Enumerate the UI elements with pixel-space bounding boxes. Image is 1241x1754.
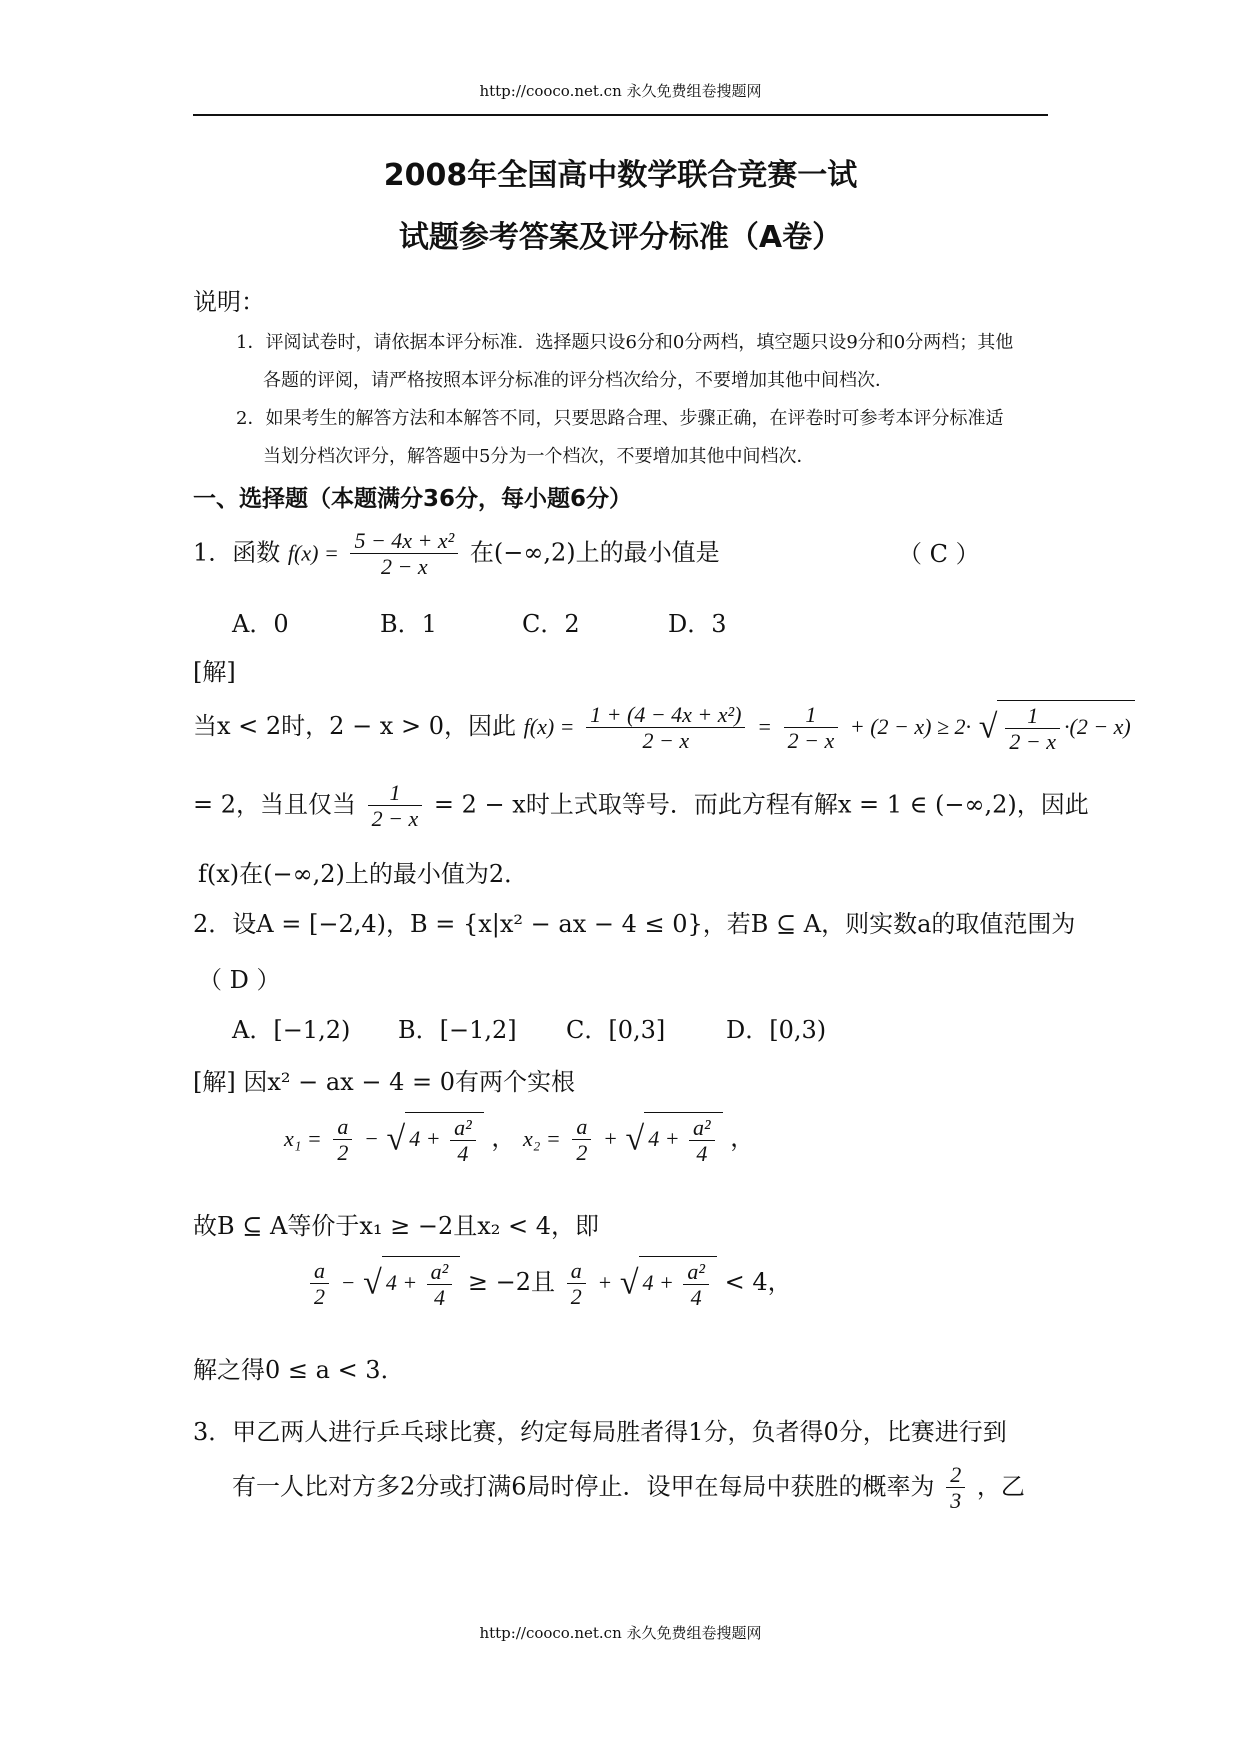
page-footer: http://cooco.net.cn 永久免费组卷搜题网 (479, 1624, 762, 1642)
q2-solution-line-1: [解] 因x² − ax − 4 = 0有两个实根 (193, 1068, 575, 1096)
header-rule (193, 114, 1048, 116)
q1-sol-sqrt-tail: ·(2 − x) (1064, 713, 1131, 739)
q3-probability-denominator: 3 (950, 1488, 962, 1514)
q3-probability-numerator: 2 (946, 1462, 965, 1488)
q2-x2-sqrt-fraction (689, 1115, 715, 1167)
q1-sol-fraction-2-denominator: 2 − x (787, 727, 835, 753)
q1-sol2-fraction (368, 780, 423, 832)
q2-x2-plus: + (603, 1125, 618, 1151)
q1-solution-line-1 (193, 700, 1135, 755)
note-2-line-2: 当划分档次评分，解答题中5分为一个档次，不要增加其他中间档次． (263, 446, 815, 467)
q1-sol-fraction-1 (586, 702, 745, 754)
q2-ineq-sqrt-2-denominator: 4 (690, 1285, 702, 1311)
q2-ineq-fraction-1-numerator: a (310, 1258, 329, 1284)
q1-sol-sqrt: √ $\frac{1}{2 - x}$ ·(2 − x) (979, 700, 1135, 755)
q2-option-a: A．[−1,2) (232, 1016, 351, 1044)
q1-sol2-fraction-denominator: 2 − x (371, 806, 419, 832)
q1-fx: f(x) = (287, 540, 339, 566)
q2-x1-sqrt-const: 4 + (409, 1125, 441, 1151)
q2-x1-fraction (333, 1114, 352, 1166)
q1-stem (193, 528, 720, 580)
q2-x2-sqrt-numerator: a² (689, 1115, 715, 1141)
q1-option-c: C．2 (522, 610, 580, 638)
q2-x1-sqrt-fraction (450, 1115, 476, 1167)
note-1-line-1: 1．评阅试卷时，请依据本评分标准．选择题只设6分和0分两档，填空题只设9分和0分两档；其他 (236, 332, 1014, 353)
q2-x1-label: x₁ = (284, 1125, 322, 1151)
q2-roots-line (284, 1112, 754, 1167)
q2-ineq-fraction-1 (310, 1258, 329, 1310)
q2-ineq-sqrt-2-fraction (683, 1259, 709, 1311)
q1-solution-line-2 (193, 780, 1089, 832)
q2-x1-sqrt-numerator: a² (450, 1115, 476, 1141)
note-2-line-1: 2．如果考生的解答方法和本解答不同，只要思路合理、步骤正确，在评卷时可参考本评分标准适 (236, 408, 1004, 429)
q2-x2-fraction-numerator: a (572, 1114, 591, 1140)
q2-x2-sqrt: √ 4 + $\frac{\text{a²}}{4}$ (626, 1112, 723, 1167)
q1-solution-label: [解] (193, 658, 236, 686)
q1-option-d: D．3 (668, 610, 727, 638)
q3-line-1: 3．甲乙两人进行乒乓球比赛，约定每局胜者得1分，负者得0分，比赛进行到 (193, 1418, 1007, 1446)
q2-x1-minus: − (364, 1125, 379, 1151)
q2-ineq-sqrt-2-const: 4 + (642, 1269, 674, 1295)
q2-inequality-line (306, 1256, 792, 1311)
q1-fraction-denominator: 2 − x (381, 554, 428, 580)
q1-sol-text-b: + (2 − x) ≥ 2· (849, 713, 972, 739)
q2-x2-sqrt-denominator: 4 (696, 1141, 708, 1167)
q1-domain-text: 在(−∞,2)上的最小值是 (469, 538, 720, 567)
q2-option-b: B．[−1,2] (398, 1016, 517, 1044)
q2-ineq-sqrt-1-denominator: 4 (433, 1285, 445, 1311)
q2-ineq-fraction-2-numerator: a (567, 1258, 586, 1284)
q2-roots-comma-2: ， (730, 1123, 755, 1152)
q2-ineq-sqrt-1-const: 4 + (385, 1269, 418, 1295)
q2-x2-label: x₂ = (522, 1125, 561, 1151)
section-choice-heading: 一、选择题（本题满分36分，每小题6分） (193, 486, 633, 512)
title-main: 2008年全国高中数学联合竞赛一试 (383, 158, 858, 193)
q1-fraction (350, 528, 458, 580)
q2-ineq-text-1: ≥ −2且 (467, 1267, 556, 1296)
q2-x1-sqrt-denominator: 4 (457, 1141, 469, 1167)
q3-probability-fraction (946, 1462, 965, 1514)
q2-x1-sqrt: √ 4 + $\frac{\text{a²}}{4}$ (387, 1112, 484, 1167)
q2-ineq-minus: − (340, 1269, 356, 1295)
q2-x1-fraction-denominator: 2 (337, 1139, 349, 1165)
q1-sol2-text-a: = 2，当且仅当 (193, 790, 357, 819)
q1-sol-sqrt-fraction (1005, 703, 1060, 755)
q1-sol-fraction-2 (784, 702, 839, 754)
q2-ineq-sqrt-1-numerator: a² (427, 1259, 453, 1285)
q1-sol2-text-b: = 2 − x时上式取等号．而此方程有解x = 1 ∈ (−∞,2)，因此 (433, 790, 1089, 819)
q1-solution-line-3: f(x)在(−∞,2)上的最小值为2． (198, 860, 529, 888)
q1-sol-fraction-1-numerator: 1 + (4 − 4x + x²) (586, 702, 745, 728)
q3-line-2 (232, 1462, 1025, 1514)
notes-label: 说明： (193, 288, 265, 316)
note-1-line-2: 各题的评阅，请严格按照本评分标准的评分档次给分，不要增加其他中间档次． (263, 370, 893, 391)
q3-line-2-text-b: ，乙 (976, 1472, 1025, 1501)
q1-sol-fx: f(x) = (523, 713, 575, 739)
q1-sol-sqrt-numerator: 1 (1005, 703, 1060, 729)
q1-sol2-fraction-numerator: 1 (368, 780, 423, 806)
q2-x1-fraction-numerator: a (333, 1114, 352, 1140)
q2-ineq-plus: + (597, 1269, 613, 1295)
q1-option-a: A．0 (232, 610, 289, 638)
title-sub: 试题参考答案及评分标准（A卷） (398, 220, 843, 255)
q2-x2-fraction (572, 1114, 591, 1166)
q2-ineq-fraction-2 (567, 1258, 586, 1310)
q2-ineq-sqrt-2-numerator: a² (683, 1259, 709, 1285)
q2-x2-sqrt-const: 4 + (648, 1125, 680, 1151)
q1-answer: （ C ） (898, 540, 980, 568)
q1-sol-fraction-2-numerator: 1 (784, 702, 839, 728)
q1-sol-equals: = (757, 713, 772, 739)
q1-lead: 1．函数 (193, 538, 281, 567)
q1-sol-sqrt-denominator: 2 − x (1009, 729, 1056, 755)
q2-roots-comma-1: ， (491, 1123, 516, 1152)
q2-option-c: C．[0,3] (566, 1016, 666, 1044)
q1-sol-fraction-1-denominator: 2 − x (642, 727, 690, 753)
q2-ineq-sqrt-1-fraction (427, 1259, 453, 1311)
q2-ineq-fraction-2-denominator: 2 (570, 1283, 582, 1309)
q2-answer: （ D ） (198, 966, 281, 994)
q2-ineq-fraction-1-denominator: 2 (314, 1283, 325, 1309)
q1-fraction-numerator: 5 − 4x + x² (350, 528, 458, 554)
q2-ineq-text-2: < 4， (724, 1267, 792, 1296)
q2-solution-line-3: 解之得0 ≤ a < 3． (193, 1356, 405, 1384)
q1-sol-text-a: 当x < 2时，2 − x > 0，因此 (193, 711, 516, 740)
q2-ineq-sqrt-1: √ 4 + $\frac{\text{a²}}{4}$ (363, 1256, 460, 1311)
q2-option-d: D．[0,3) (726, 1016, 827, 1044)
q2-stem: 2．设A = [−2,4)，B = {x|x² − ax − 4 ≤ 0}，若B ⊆ A，则实数a的取值范围为 (193, 910, 1076, 938)
q2-x2-fraction-denominator: 2 (576, 1139, 588, 1165)
q2-solution-line-2: 故B ⊆ A等价于x₁ ≥ −2且x₂ < 4，即 (193, 1212, 600, 1240)
q1-option-b: B．1 (380, 610, 437, 638)
page-header: http://cooco.net.cn 永久免费组卷搜题网 (479, 82, 762, 100)
q3-line-2-text-a: 有一人比对方多2分或打满6局时停止．设甲在每局中获胜的概率为 (232, 1472, 935, 1501)
q2-ineq-sqrt-2: √ 4 + $\frac{\text{a²}}{4}$ (620, 1256, 717, 1311)
